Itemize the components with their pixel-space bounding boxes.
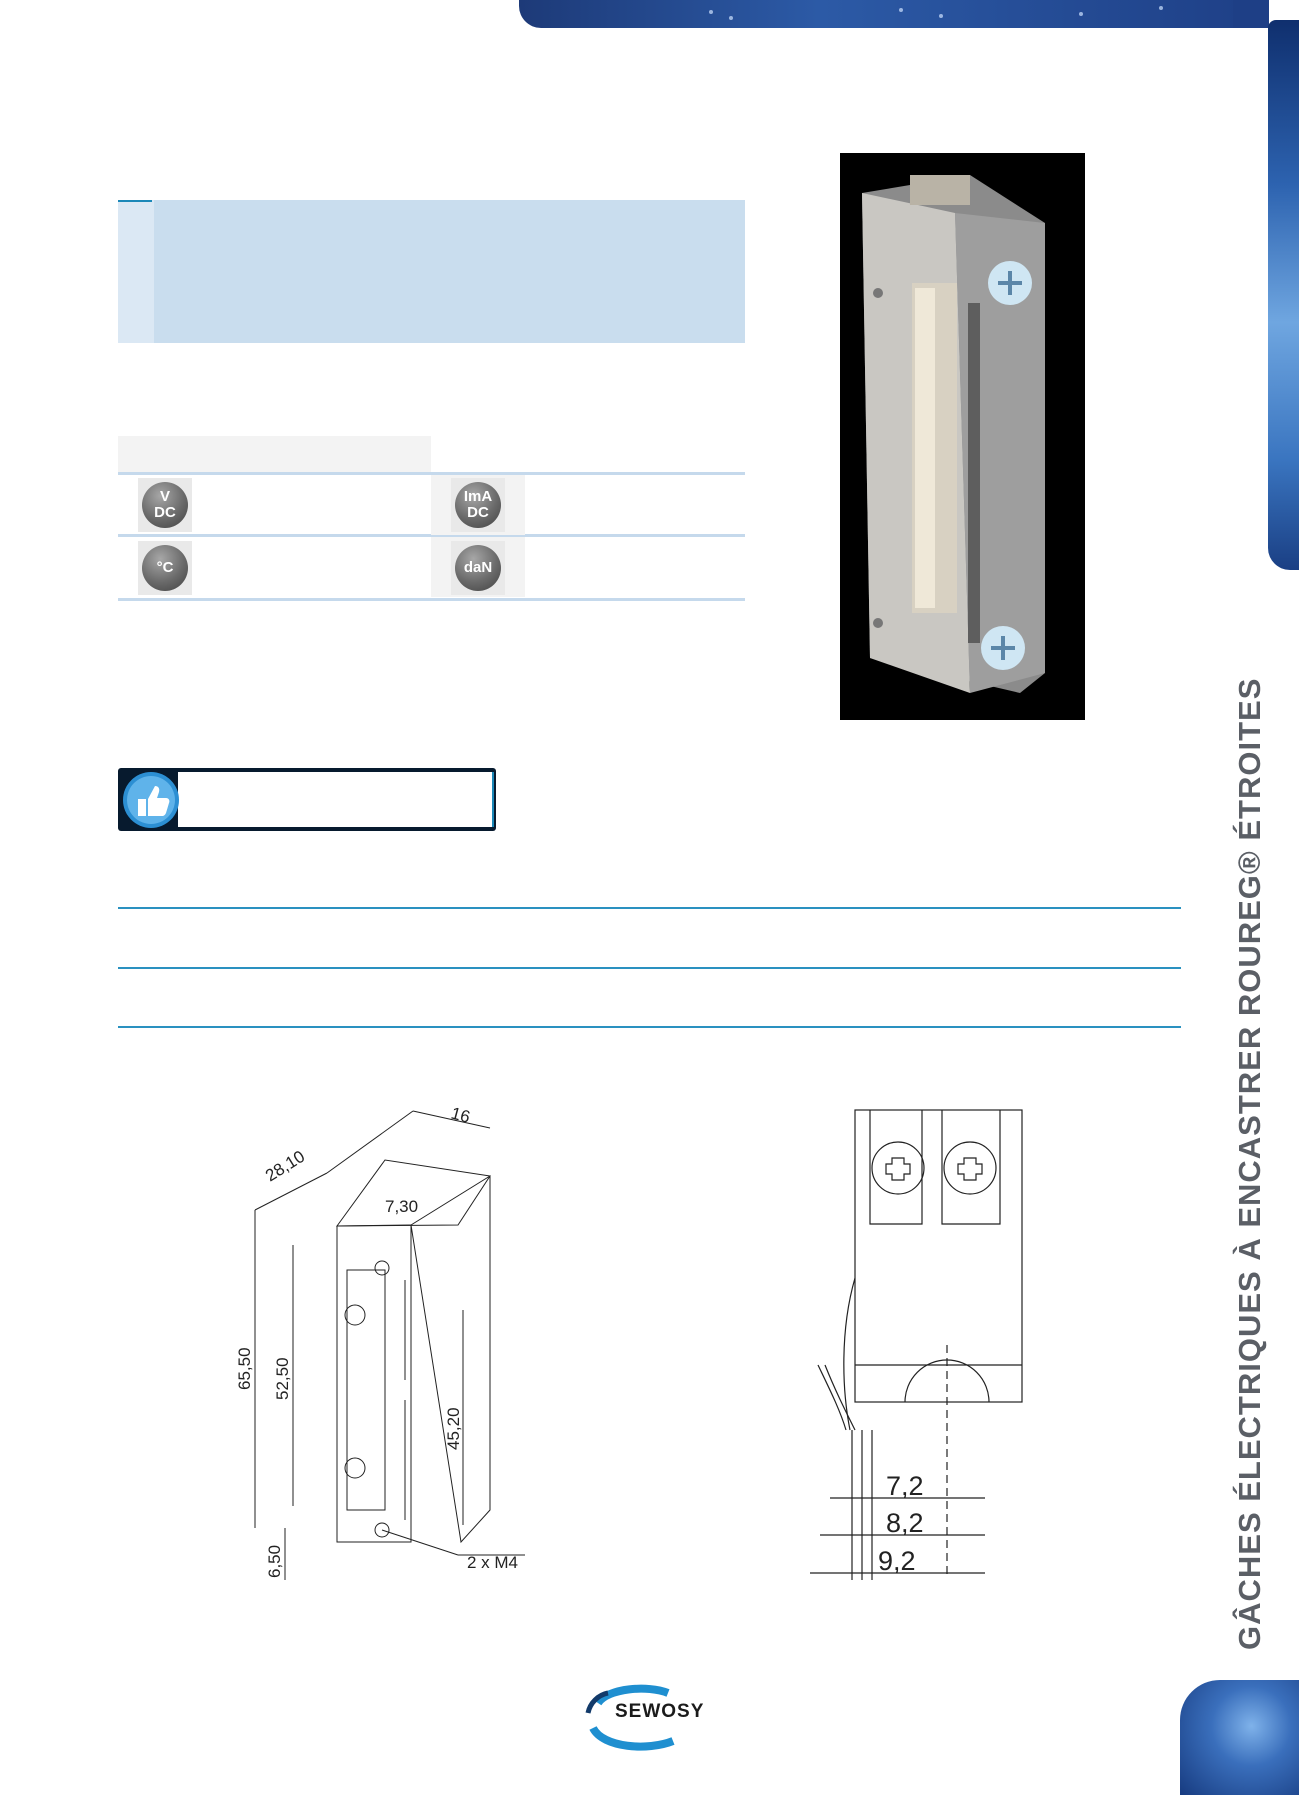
- svg-text:9,2: 9,2: [878, 1546, 916, 1576]
- svg-text:52,50: 52,50: [273, 1357, 292, 1400]
- svg-text:2 x M4: 2 x M4: [467, 1553, 519, 1572]
- technical-drawing-front: [225, 1100, 545, 1580]
- header-accent-line: [118, 200, 152, 202]
- tip-box-content: [178, 772, 494, 827]
- svg-text:65,50: 65,50: [235, 1347, 254, 1390]
- svg-text:7,30: 7,30: [385, 1197, 419, 1216]
- product-header-box: [118, 200, 745, 343]
- banner-corner-mask: [1233, 28, 1269, 58]
- logo-text: SEWOSY: [615, 1701, 705, 1722]
- svg-text:16: 16: [448, 1103, 473, 1127]
- side-title: GÂCHES ÉLECTRIQUES À ENCASTRER ROUREG® ÉTROITES: [1232, 677, 1267, 1650]
- current-ma-dc-icon: ImA DC: [451, 478, 505, 532]
- section-rule: [118, 967, 1181, 969]
- water-drops-decoration: [1268, 20, 1299, 570]
- svg-text:28,10: 28,10: [262, 1146, 309, 1186]
- force-dan-icon: daN: [451, 541, 505, 595]
- water-drops-decoration-bottom: [1180, 1680, 1299, 1795]
- product-photo: [840, 153, 1085, 720]
- section-rule: [118, 907, 1181, 909]
- banner-corner: [1233, 0, 1269, 28]
- temperature-icon: °C: [138, 541, 192, 595]
- thumbs-up-icon: [121, 770, 181, 830]
- svg-text:6,50: 6,50: [265, 1544, 284, 1578]
- svg-text:8,2: 8,2: [886, 1508, 924, 1538]
- section-rule: [118, 1026, 1181, 1028]
- svg-text:45,20: 45,20: [444, 1407, 463, 1450]
- voltage-dc-icon: V DC: [138, 478, 192, 532]
- header-left-strip: [118, 200, 154, 343]
- svg-text:7,2: 7,2: [886, 1471, 924, 1501]
- spec-table-header: [118, 436, 431, 472]
- technical-drawing-side: [800, 1100, 1030, 1580]
- top-banner: [519, 0, 1269, 28]
- spec-table-rule: [118, 598, 745, 601]
